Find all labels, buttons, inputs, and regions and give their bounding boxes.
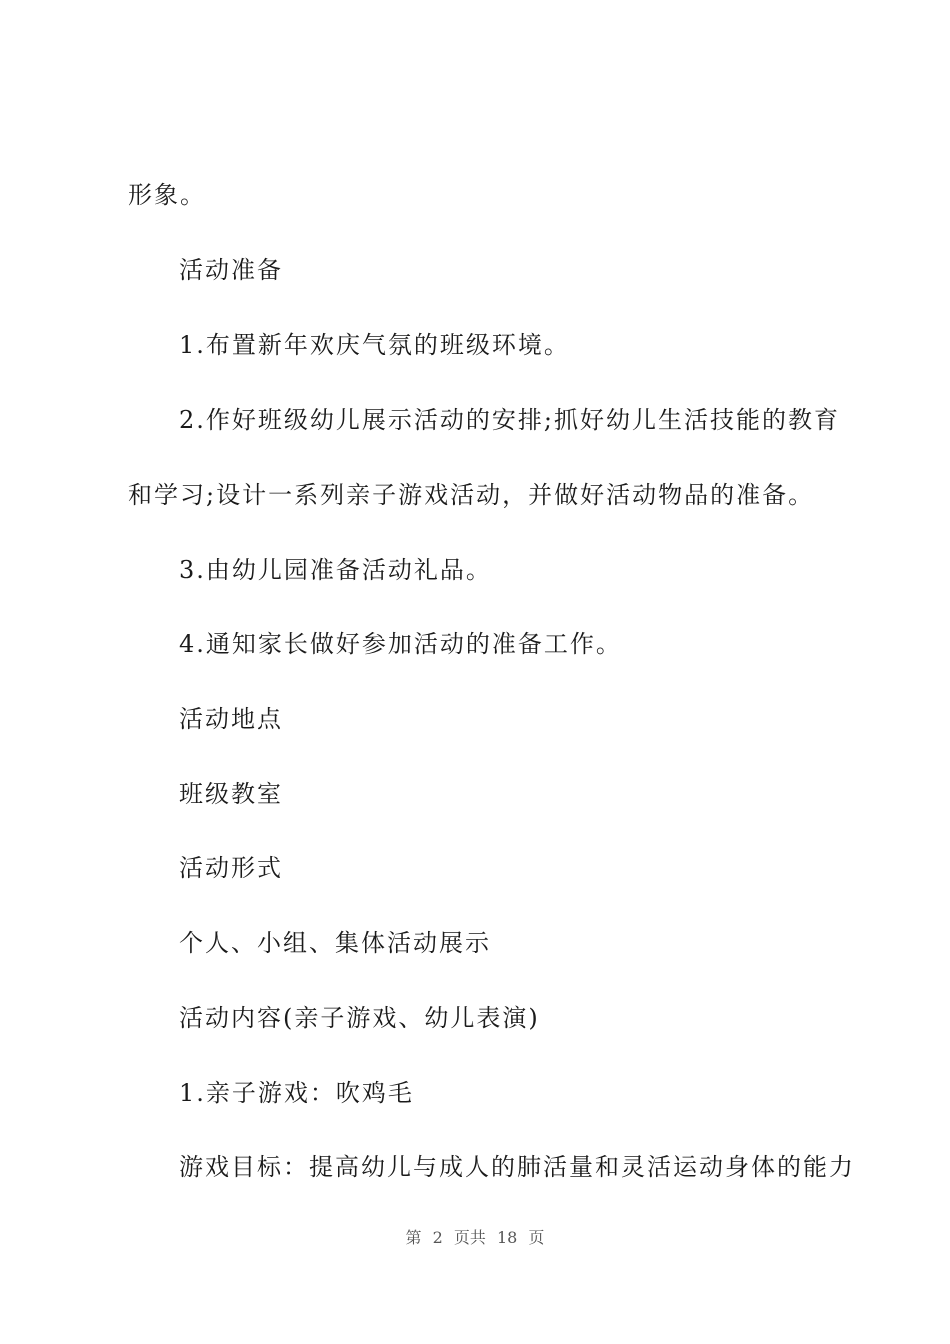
list-item: 1.布置新年欢庆气氛的班级环境。: [179, 331, 570, 359]
list-item: 2.作好班级幼儿展示活动的安排;抓好幼儿生活技能的教育: [179, 406, 840, 434]
page-footer: 第 2 页共 18 页: [405, 1228, 545, 1247]
section-heading-content: 活动内容(亲子游戏、幼儿表演): [179, 1004, 540, 1032]
paragraph: 班级教室: [179, 780, 283, 808]
list-item: 3.由幼儿园准备活动礼品。: [179, 556, 492, 584]
list-item-continuation: 和学习;设计一系列亲子游戏活动，并做好活动物品的准备。: [128, 481, 815, 509]
section-heading-preparation: 活动准备: [179, 256, 283, 284]
section-heading-format: 活动形式: [179, 854, 283, 882]
list-item: 4.通知家长做好参加活动的准备工作。: [179, 630, 622, 658]
section-heading-location: 活动地点: [179, 705, 283, 733]
list-item: 1.亲子游戏：吹鸡毛: [179, 1079, 414, 1107]
paragraph-continuation: 形象。: [128, 181, 206, 209]
paragraph: 游戏目标：提高幼儿与成人的肺活量和灵活运动身体的能力: [179, 1153, 855, 1181]
paragraph: 个人、小组、集体活动展示: [179, 929, 491, 957]
